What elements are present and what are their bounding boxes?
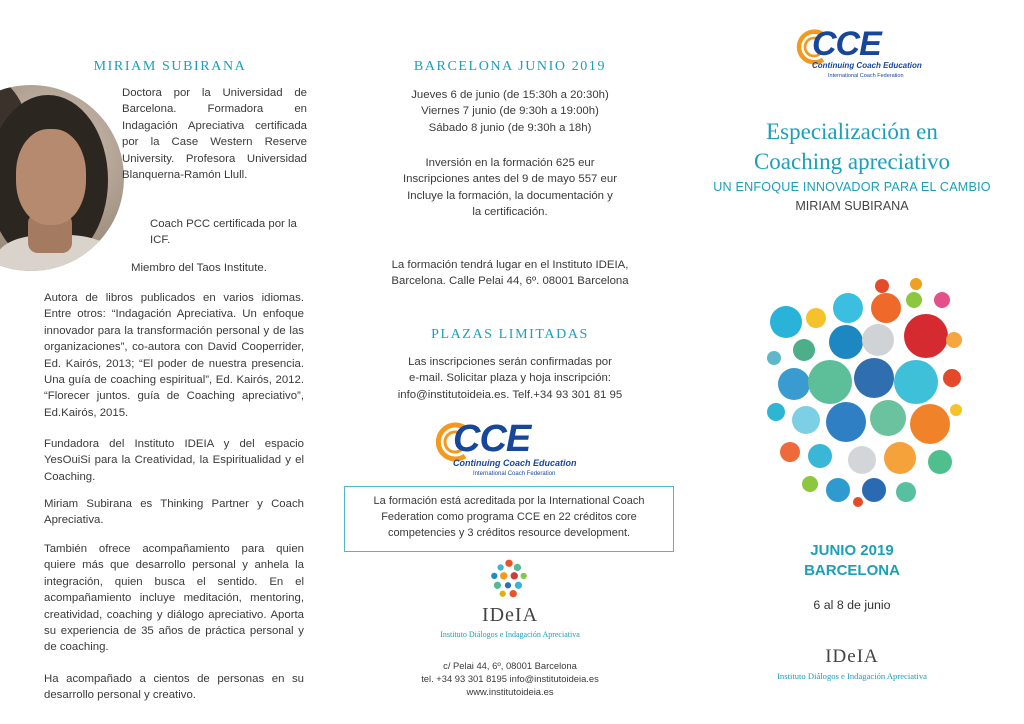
address-line: tel. +34 93 301 8195 info@institutoideia.es <box>421 673 599 684</box>
bubble <box>848 446 876 474</box>
price-block <box>340 155 680 221</box>
bubble <box>894 360 938 404</box>
bubble <box>934 292 950 308</box>
cce-letters: CCE <box>453 418 531 460</box>
bio-panel <box>0 0 340 724</box>
bubble <box>793 339 815 361</box>
bubble <box>875 279 889 293</box>
bubble <box>853 497 863 507</box>
bubble <box>928 450 952 474</box>
accreditation-line: La formación está acreditada por la International Coach <box>373 495 645 507</box>
event-date-heading <box>680 541 1024 581</box>
cce-org: International Coach Federation <box>473 471 556 477</box>
program-title-line: Especialización en <box>766 119 938 144</box>
bubble <box>870 400 906 436</box>
bubble <box>792 406 820 434</box>
event-heading: BARCELONA JUNIO 2019 <box>413 59 607 74</box>
schedule-line: Sábado 8 junio (de 9:30h a 18h) <box>428 121 592 134</box>
cover-panel <box>680 0 1024 724</box>
bio-paragraph: Fundadora del Instituto IDEIA y del espacio YesOuiSi para la Creatividad, la Espiritualidad y el Coaching. <box>44 438 304 483</box>
registration-line: Las inscripciones serán confirmadas por <box>408 356 612 368</box>
accreditation-box <box>344 486 674 552</box>
limited-places-heading: PLAZAS LIMITADAS <box>431 327 589 342</box>
address-line: www.institutoideia.es <box>466 686 554 697</box>
accreditation-line: Federation como programa CCE en 22 créditos core <box>381 511 637 523</box>
program-title-line: Coaching apreciativo <box>753 149 951 174</box>
venue-line: La formación tendrá lugar en el Instituto IDEIA, <box>391 259 629 271</box>
registration-block <box>340 354 680 403</box>
ideia-wordmark: IDeIA <box>825 646 879 667</box>
bubble <box>904 314 948 358</box>
bubble <box>829 325 863 359</box>
schedule-line: Jueves 6 de junio (de 15:30h a 20:30h) <box>411 89 609 101</box>
bio-paragraph: Doctora por la Universidad de Barcelona. Formadora en Indagación Apreciativa certificada por la Case Western Reserve University. Profesora Universidad Blanquerna-Ramón Llull. <box>122 87 307 182</box>
address-line: c/ Pelai 44, 6º, 08001 Barcelona <box>443 660 577 671</box>
portrait-photo <box>0 85 124 271</box>
registration-line: e-mail. Solicitar plaza y hoja inscripción: <box>409 372 611 385</box>
bubble <box>833 293 863 323</box>
bubble <box>826 478 850 502</box>
bubble <box>770 306 802 338</box>
bio-paragraph: Ha acompañado a cientos de personas en su desarrollo personal y creativo. <box>44 673 304 702</box>
ideia-logo <box>340 558 680 658</box>
bubble <box>871 293 901 323</box>
cce-logo <box>435 420 585 480</box>
ideia-logo <box>680 646 1024 696</box>
cce-tagline: Continuing Coach Education <box>812 61 922 70</box>
bubble <box>780 442 800 462</box>
ideia-tagline: Instituto Diálogos e Indagación Apreciativa <box>777 671 927 681</box>
schedule-line: Viernes 7 junio (de 9:30h a 19:00h) <box>421 105 599 118</box>
bubble <box>808 444 832 468</box>
price-line: la certificación. <box>472 206 548 219</box>
venue-line: Barcelona. Calle Pelai 44, 6º. 08001 Barcelona <box>391 275 629 288</box>
bubble <box>884 442 916 474</box>
accreditation-line: competencies y 3 créditos resource development. <box>387 527 631 539</box>
bio-paragraph: Coach PCC certificada por la ICF. <box>150 218 297 247</box>
bio-paragraph: Miriam Subirana es Thinking Partner y Coach Apreciativa. <box>44 498 304 527</box>
price-line: Incluye la formación, la documentación y <box>407 189 613 202</box>
bubble <box>826 402 866 442</box>
bubble <box>854 358 894 398</box>
bubble <box>778 368 810 400</box>
bubble <box>767 403 785 421</box>
address-block <box>340 659 680 698</box>
cce-org: International Coach Federation <box>828 73 904 79</box>
ideia-wordmark: IDeIA <box>481 604 539 626</box>
bubble <box>906 292 922 308</box>
schedule-block <box>340 87 680 136</box>
ideia-tagline: Instituto Diálogos e Indagación Apreciativa <box>440 630 580 639</box>
bubble <box>950 404 962 416</box>
cce-letters: CCE <box>812 25 881 63</box>
bubble <box>910 404 950 444</box>
bio-heading: MIRIAM SUBIRANA <box>93 59 247 74</box>
program-author: MIRIAM SUBIRANA <box>795 199 909 213</box>
cce-logo <box>796 27 936 82</box>
bubble <box>767 351 781 365</box>
bubble <box>802 476 818 492</box>
bubble <box>862 478 886 502</box>
event-date-range: 6 al 8 de junio <box>813 598 891 612</box>
event-city: BARCELONA <box>804 562 900 579</box>
bubble <box>946 332 962 348</box>
bio-paragraph: Autora de libros publicados en varios idiomas. Entre otros: “Indagación Apreciativa. Un enfoque innovador para la transformación personal y de las organizaciones”, co-autora con David Cooperrider, Ed. Kairós, 2013; “El poder de nuestra presencia. Una guía de coaching espiritual”, Ed. Kairós, 2012. “Florecer juntos. guía de Coaching apreciativo”, Ed.Kairós, 2015. <box>44 292 304 419</box>
event-month: JUNIO 2019 <box>810 542 894 559</box>
price-line: Inscripciones antes del 9 de mayo 557 eur <box>402 173 618 186</box>
cce-tagline: Continuing Coach Education <box>453 458 577 468</box>
registration-line: info@institutoideia.es. Telf.+34 93 301 81 95 <box>397 388 623 401</box>
bubbles-illustration <box>766 278 962 508</box>
info-panel <box>340 0 680 724</box>
program-subtitle: UN ENFOQUE INNOVADOR PARA EL CAMBIO <box>713 180 991 194</box>
venue-block <box>340 257 680 290</box>
price-line: Inversión en la formación 625 eur <box>425 157 595 169</box>
bubble <box>862 324 894 356</box>
bio-paragraph: Miembro del Taos Institute. <box>131 262 267 274</box>
bubble <box>806 308 826 328</box>
bubble <box>808 360 852 404</box>
bio-paragraph: También ofrece acompañamiento para quien quiere más que desarrollo personal y anhela la integración, quien busca el sentido. En el acompañamiento incluye meditación, mentoring, creatividad, coaching y diálogo apreciativo. Aporta su experiencia de 35 años de práctica personal y de coaching. <box>44 543 304 654</box>
ideia-bubbles-icon <box>488 558 530 600</box>
bubble <box>896 482 916 502</box>
bubble <box>943 369 961 387</box>
bubble <box>910 278 922 290</box>
program-title <box>680 117 1024 177</box>
